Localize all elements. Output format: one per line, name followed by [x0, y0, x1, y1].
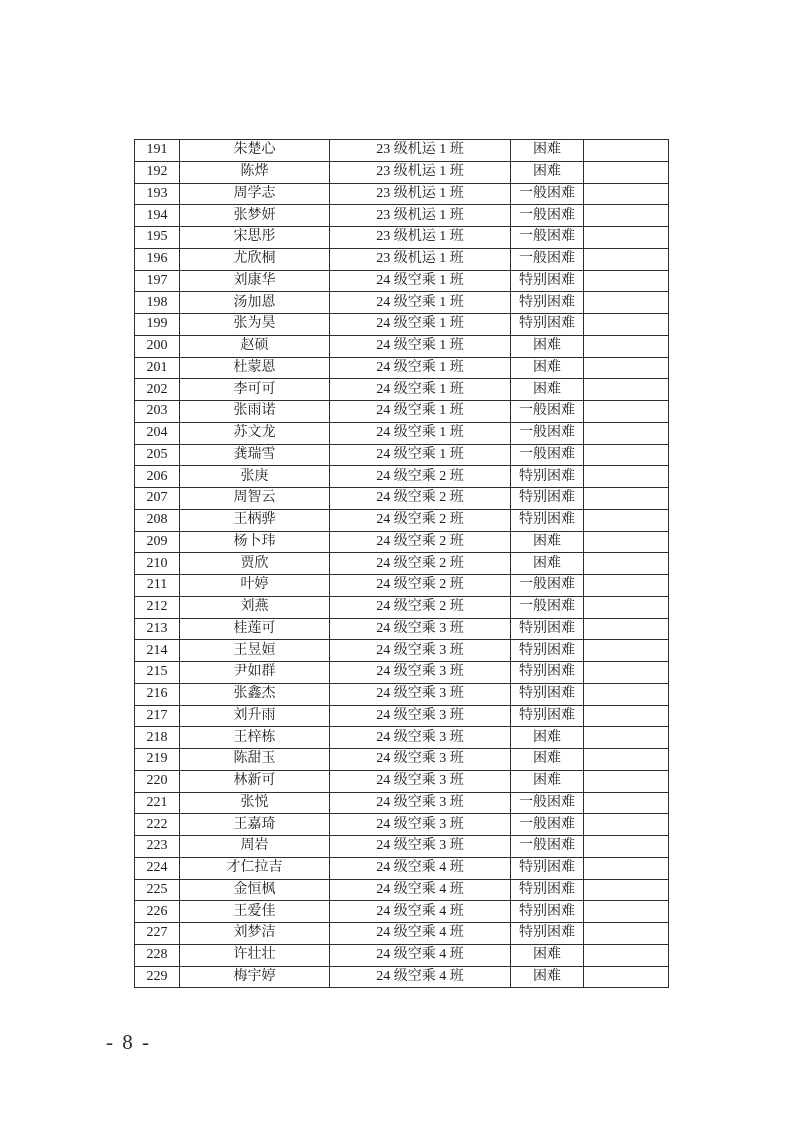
cell-no: 205 — [135, 444, 180, 466]
cell-class: 24 级空乘 4 班 — [330, 923, 511, 945]
cell-difficulty: 困难 — [511, 379, 584, 401]
cell-name: 尹如群 — [180, 662, 330, 684]
cell-name: 杨卜玮 — [180, 531, 330, 553]
cell-name: 陈烨 — [180, 161, 330, 183]
student-roster-table — [134, 139, 669, 988]
cell-class: 24 级空乘 4 班 — [330, 901, 511, 923]
cell-name: 刘升雨 — [180, 705, 330, 727]
cell-difficulty: 一般困难 — [511, 422, 584, 444]
table-row — [135, 944, 669, 966]
cell-note — [584, 227, 669, 249]
cell-name: 许壮壮 — [180, 944, 330, 966]
cell-difficulty: 特别困难 — [511, 292, 584, 314]
cell-no: 219 — [135, 749, 180, 771]
cell-difficulty: 特别困难 — [511, 705, 584, 727]
cell-difficulty: 困难 — [511, 944, 584, 966]
cell-name: 刘康华 — [180, 270, 330, 292]
cell-no: 229 — [135, 966, 180, 988]
cell-name: 汤加恩 — [180, 292, 330, 314]
cell-note — [584, 292, 669, 314]
cell-note — [584, 314, 669, 336]
cell-no: 203 — [135, 401, 180, 423]
cell-note — [584, 640, 669, 662]
table-row — [135, 183, 669, 205]
cell-name: 王柄骅 — [180, 509, 330, 531]
cell-no: 227 — [135, 923, 180, 945]
cell-name: 张悦 — [180, 792, 330, 814]
cell-difficulty: 特别困难 — [511, 488, 584, 510]
table-row — [135, 292, 669, 314]
cell-note — [584, 770, 669, 792]
cell-no: 217 — [135, 705, 180, 727]
cell-no: 193 — [135, 183, 180, 205]
cell-difficulty: 特别困难 — [511, 683, 584, 705]
cell-no: 198 — [135, 292, 180, 314]
cell-class: 23 级机运 1 班 — [330, 248, 511, 270]
cell-difficulty: 困难 — [511, 531, 584, 553]
cell-note — [584, 618, 669, 640]
cell-name: 才仁拉吉 — [180, 857, 330, 879]
table-row — [135, 227, 669, 249]
cell-note — [584, 531, 669, 553]
table-row — [135, 509, 669, 531]
cell-name: 赵硕 — [180, 335, 330, 357]
cell-name: 尤欣桐 — [180, 248, 330, 270]
cell-class: 24 级空乘 4 班 — [330, 857, 511, 879]
table-row — [135, 575, 669, 597]
cell-no: 206 — [135, 466, 180, 488]
cell-note — [584, 553, 669, 575]
cell-class: 24 级空乘 1 班 — [330, 444, 511, 466]
cell-name: 张鑫杰 — [180, 683, 330, 705]
table-row — [135, 618, 669, 640]
cell-no: 222 — [135, 814, 180, 836]
cell-class: 24 级空乘 3 班 — [330, 749, 511, 771]
cell-name: 金恒枫 — [180, 879, 330, 901]
cell-difficulty: 一般困难 — [511, 814, 584, 836]
cell-name: 叶婷 — [180, 575, 330, 597]
cell-difficulty: 特别困难 — [511, 923, 584, 945]
cell-class: 24 级空乘 3 班 — [330, 727, 511, 749]
cell-no: 201 — [135, 357, 180, 379]
cell-no: 192 — [135, 161, 180, 183]
table-row — [135, 857, 669, 879]
cell-class: 24 级空乘 3 班 — [330, 770, 511, 792]
cell-no: 195 — [135, 227, 180, 249]
table-row — [135, 683, 669, 705]
cell-difficulty: 困难 — [511, 357, 584, 379]
cell-class: 24 级空乘 4 班 — [330, 944, 511, 966]
table-row — [135, 923, 669, 945]
cell-difficulty: 困难 — [511, 553, 584, 575]
cell-note — [584, 662, 669, 684]
table-body — [135, 140, 669, 988]
cell-difficulty: 一般困难 — [511, 596, 584, 618]
cell-class: 24 级空乘 3 班 — [330, 705, 511, 727]
cell-note — [584, 183, 669, 205]
cell-note — [584, 944, 669, 966]
cell-class: 24 级空乘 2 班 — [330, 509, 511, 531]
cell-class: 24 级空乘 1 班 — [330, 314, 511, 336]
cell-note — [584, 335, 669, 357]
cell-no: 208 — [135, 509, 180, 531]
cell-difficulty: 特别困难 — [511, 466, 584, 488]
table-row — [135, 314, 669, 336]
cell-name: 周岩 — [180, 836, 330, 858]
cell-class: 23 级机运 1 班 — [330, 205, 511, 227]
cell-name: 杜蒙恩 — [180, 357, 330, 379]
cell-class: 24 级空乘 2 班 — [330, 466, 511, 488]
table-row — [135, 705, 669, 727]
cell-no: 226 — [135, 901, 180, 923]
table-row — [135, 836, 669, 858]
cell-name: 朱楚心 — [180, 140, 330, 162]
cell-note — [584, 857, 669, 879]
table-row — [135, 248, 669, 270]
cell-difficulty: 特别困难 — [511, 901, 584, 923]
cell-difficulty: 困难 — [511, 727, 584, 749]
table-row — [135, 444, 669, 466]
cell-no: 225 — [135, 879, 180, 901]
cell-class: 24 级空乘 2 班 — [330, 488, 511, 510]
cell-name: 苏文龙 — [180, 422, 330, 444]
cell-difficulty: 一般困难 — [511, 227, 584, 249]
table-row — [135, 879, 669, 901]
table-row — [135, 770, 669, 792]
cell-class: 24 级空乘 3 班 — [330, 662, 511, 684]
cell-no: 218 — [135, 727, 180, 749]
cell-no: 214 — [135, 640, 180, 662]
cell-note — [584, 923, 669, 945]
cell-note — [584, 248, 669, 270]
cell-name: 陈甜玉 — [180, 749, 330, 771]
table-row — [135, 640, 669, 662]
cell-name: 王梓栋 — [180, 727, 330, 749]
cell-note — [584, 270, 669, 292]
table-row — [135, 596, 669, 618]
cell-name: 贾欣 — [180, 553, 330, 575]
cell-name: 张梦妍 — [180, 205, 330, 227]
cell-class: 24 级空乘 2 班 — [330, 531, 511, 553]
cell-name: 王爱佳 — [180, 901, 330, 923]
cell-class: 24 级空乘 2 班 — [330, 575, 511, 597]
cell-difficulty: 一般困难 — [511, 575, 584, 597]
table-row — [135, 531, 669, 553]
cell-note — [584, 705, 669, 727]
cell-no: 211 — [135, 575, 180, 597]
cell-name: 桂莲可 — [180, 618, 330, 640]
cell-difficulty: 特别困难 — [511, 879, 584, 901]
cell-name: 王昱姮 — [180, 640, 330, 662]
cell-class: 24 级空乘 3 班 — [330, 618, 511, 640]
table-row — [135, 727, 669, 749]
cell-difficulty: 特别困难 — [511, 314, 584, 336]
cell-no: 207 — [135, 488, 180, 510]
table-row — [135, 422, 669, 444]
cell-no: 200 — [135, 335, 180, 357]
cell-note — [584, 901, 669, 923]
table-row — [135, 966, 669, 988]
cell-note — [584, 444, 669, 466]
cell-no: 204 — [135, 422, 180, 444]
table-row — [135, 814, 669, 836]
cell-difficulty: 困难 — [511, 966, 584, 988]
cell-class: 23 级机运 1 班 — [330, 183, 511, 205]
cell-note — [584, 683, 669, 705]
cell-class: 24 级空乘 1 班 — [330, 335, 511, 357]
cell-difficulty: 一般困难 — [511, 836, 584, 858]
cell-no: 194 — [135, 205, 180, 227]
cell-note — [584, 379, 669, 401]
cell-class: 24 级空乘 1 班 — [330, 270, 511, 292]
cell-no: 220 — [135, 770, 180, 792]
cell-class: 24 级空乘 2 班 — [330, 553, 511, 575]
cell-difficulty: 困难 — [511, 140, 584, 162]
cell-difficulty: 困难 — [511, 770, 584, 792]
cell-note — [584, 814, 669, 836]
cell-class: 23 级机运 1 班 — [330, 140, 511, 162]
cell-no: 209 — [135, 531, 180, 553]
cell-note — [584, 466, 669, 488]
table-row — [135, 466, 669, 488]
cell-no: 197 — [135, 270, 180, 292]
cell-note — [584, 596, 669, 618]
table-row — [135, 792, 669, 814]
cell-note — [584, 140, 669, 162]
cell-difficulty: 一般困难 — [511, 205, 584, 227]
cell-name: 张为昊 — [180, 314, 330, 336]
cell-class: 23 级机运 1 班 — [330, 161, 511, 183]
table-row — [135, 270, 669, 292]
table-row — [135, 140, 669, 162]
cell-class: 24 级空乘 1 班 — [330, 292, 511, 314]
cell-note — [584, 879, 669, 901]
cell-no: 215 — [135, 662, 180, 684]
cell-no: 202 — [135, 379, 180, 401]
table-row — [135, 335, 669, 357]
cell-note — [584, 575, 669, 597]
table-row — [135, 662, 669, 684]
cell-no: 196 — [135, 248, 180, 270]
cell-name: 周智云 — [180, 488, 330, 510]
table-row — [135, 161, 669, 183]
cell-difficulty: 困难 — [511, 749, 584, 771]
cell-difficulty: 一般困难 — [511, 183, 584, 205]
cell-note — [584, 357, 669, 379]
cell-class: 24 级空乘 2 班 — [330, 596, 511, 618]
cell-note — [584, 792, 669, 814]
cell-note — [584, 836, 669, 858]
cell-difficulty: 特别困难 — [511, 857, 584, 879]
table-row — [135, 488, 669, 510]
cell-name: 刘梦洁 — [180, 923, 330, 945]
cell-no: 221 — [135, 792, 180, 814]
cell-class: 24 级空乘 1 班 — [330, 401, 511, 423]
cell-name: 梅宇婷 — [180, 966, 330, 988]
cell-name: 李可可 — [180, 379, 330, 401]
cell-no: 216 — [135, 683, 180, 705]
cell-no: 224 — [135, 857, 180, 879]
table-row — [135, 379, 669, 401]
table-row — [135, 901, 669, 923]
cell-class: 24 级空乘 4 班 — [330, 966, 511, 988]
cell-note — [584, 401, 669, 423]
cell-note — [584, 205, 669, 227]
cell-class: 24 级空乘 1 班 — [330, 379, 511, 401]
cell-name: 张庚 — [180, 466, 330, 488]
cell-name: 周学志 — [180, 183, 330, 205]
cell-no: 223 — [135, 836, 180, 858]
table-row — [135, 553, 669, 575]
cell-difficulty: 特别困难 — [511, 662, 584, 684]
cell-note — [584, 509, 669, 531]
table-row — [135, 749, 669, 771]
cell-no: 210 — [135, 553, 180, 575]
cell-name: 林新可 — [180, 770, 330, 792]
cell-class: 23 级机运 1 班 — [330, 227, 511, 249]
cell-note — [584, 488, 669, 510]
cell-name: 龚瑞雪 — [180, 444, 330, 466]
cell-no: 213 — [135, 618, 180, 640]
cell-difficulty: 一般困难 — [511, 792, 584, 814]
cell-difficulty: 一般困难 — [511, 401, 584, 423]
page-number: - 8 - — [106, 1030, 151, 1054]
cell-name: 刘燕 — [180, 596, 330, 618]
table-row — [135, 401, 669, 423]
cell-note — [584, 749, 669, 771]
cell-name: 宋思彤 — [180, 227, 330, 249]
cell-no: 191 — [135, 140, 180, 162]
cell-class: 24 级空乘 3 班 — [330, 683, 511, 705]
cell-no: 199 — [135, 314, 180, 336]
cell-class: 24 级空乘 1 班 — [330, 357, 511, 379]
table-row — [135, 357, 669, 379]
cell-no: 228 — [135, 944, 180, 966]
cell-name: 张雨诺 — [180, 401, 330, 423]
cell-difficulty: 特别困难 — [511, 509, 584, 531]
cell-difficulty: 一般困难 — [511, 444, 584, 466]
cell-class: 24 级空乘 1 班 — [330, 422, 511, 444]
cell-difficulty: 困难 — [511, 335, 584, 357]
cell-difficulty: 特别困难 — [511, 640, 584, 662]
cell-no: 212 — [135, 596, 180, 618]
cell-class: 24 级空乘 3 班 — [330, 836, 511, 858]
cell-note — [584, 727, 669, 749]
cell-class: 24 级空乘 3 班 — [330, 814, 511, 836]
cell-name: 王嘉琦 — [180, 814, 330, 836]
table-row — [135, 205, 669, 227]
cell-difficulty: 特别困难 — [511, 270, 584, 292]
cell-difficulty: 一般困难 — [511, 248, 584, 270]
cell-class: 24 级空乘 3 班 — [330, 640, 511, 662]
cell-difficulty: 特别困难 — [511, 618, 584, 640]
cell-note — [584, 422, 669, 444]
cell-note — [584, 966, 669, 988]
cell-class: 24 级空乘 3 班 — [330, 792, 511, 814]
cell-note — [584, 161, 669, 183]
cell-class: 24 级空乘 4 班 — [330, 879, 511, 901]
cell-difficulty: 困难 — [511, 161, 584, 183]
